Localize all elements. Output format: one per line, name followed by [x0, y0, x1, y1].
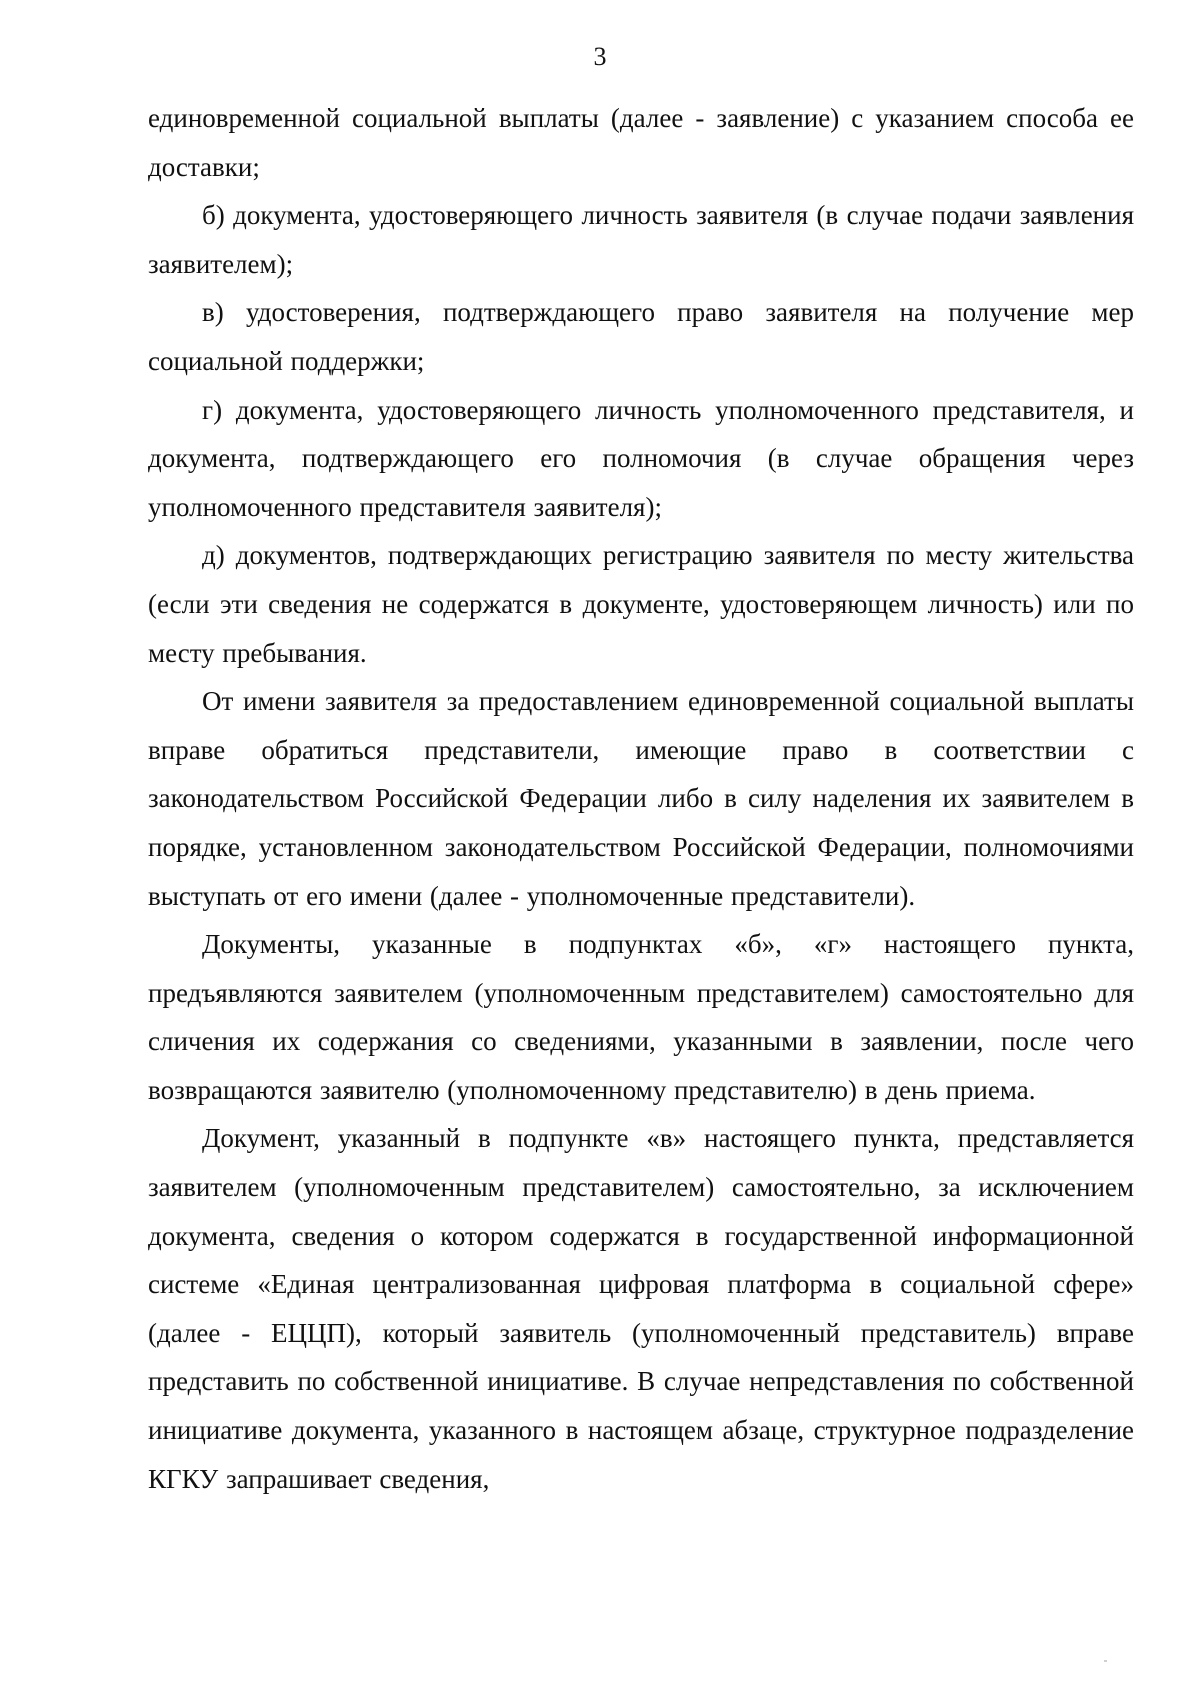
- list-item-g: г) документа, удостоверяющего личность уполномоченного представителя, и документа, подтверждающего его полномочия (в случае обращения через уполномоченного представителя заявителя);: [148, 394, 1134, 522]
- paragraph-documents-presented: Документы, указанные в подпунктах «б», «г» настоящего пункта, предъявляются заявителем (уполномоченным представителем) самостоятельно для сличения их содержания со сведениями, указанными в заявлении, после чего возвращаются заявителю (уполномоченному представителю) в день приема.: [148, 929, 1134, 1105]
- page-number: 3: [593, 42, 607, 71]
- list-item-d: д) документов, подтверждающих регистрацию заявителя по месту жительства (если эти сведения не содержатся в документе, удостоверяющем личность) или по месту пребывания.: [148, 540, 1134, 668]
- list-item-b: б) документа, удостоверяющего личность заявителя (в случае подачи заявления заявителем);: [148, 200, 1134, 279]
- scan-artifact: [1104, 1660, 1107, 1662]
- paragraph-continuation: единовременной социальной выплаты (далее - заявление) с указанием способа ее доставки;: [148, 103, 1134, 182]
- paragraph-representatives: От имени заявителя за предоставлением единовременной социальной выплаты вправе обратиться представители, имеющие право в соответствии с законодательством Российской Федерации либо в силу наделения их заявителем в порядке, установленном законодательством Российской Федерации, полномочиями выступать от его имени (далее - уполномоченные представители).: [148, 686, 1134, 911]
- list-item-v: в) удостоверения, подтверждающего право заявителя на получение мер социальной поддержки;: [148, 297, 1134, 376]
- document-body: [148, 94, 1134, 1503]
- paragraph-document-v: Документ, указанный в подпункте «в» настоящего пункта, представляется заявителем (уполномоченным представителем) самостоятельно, за исключением документа, сведения о котором содержатся в государственной информационной системе «Единая централизованная цифровая платформа в социальной сфере» (далее - ЕЦЦП), который заявитель (уполномоченный представитель) вправе представить по собственной инициативе. В случае непредставления по собственной инициативе документа, указанного в настоящем абзаце, структурное подразделение КГКУ запрашивает сведения,: [148, 1123, 1134, 1494]
